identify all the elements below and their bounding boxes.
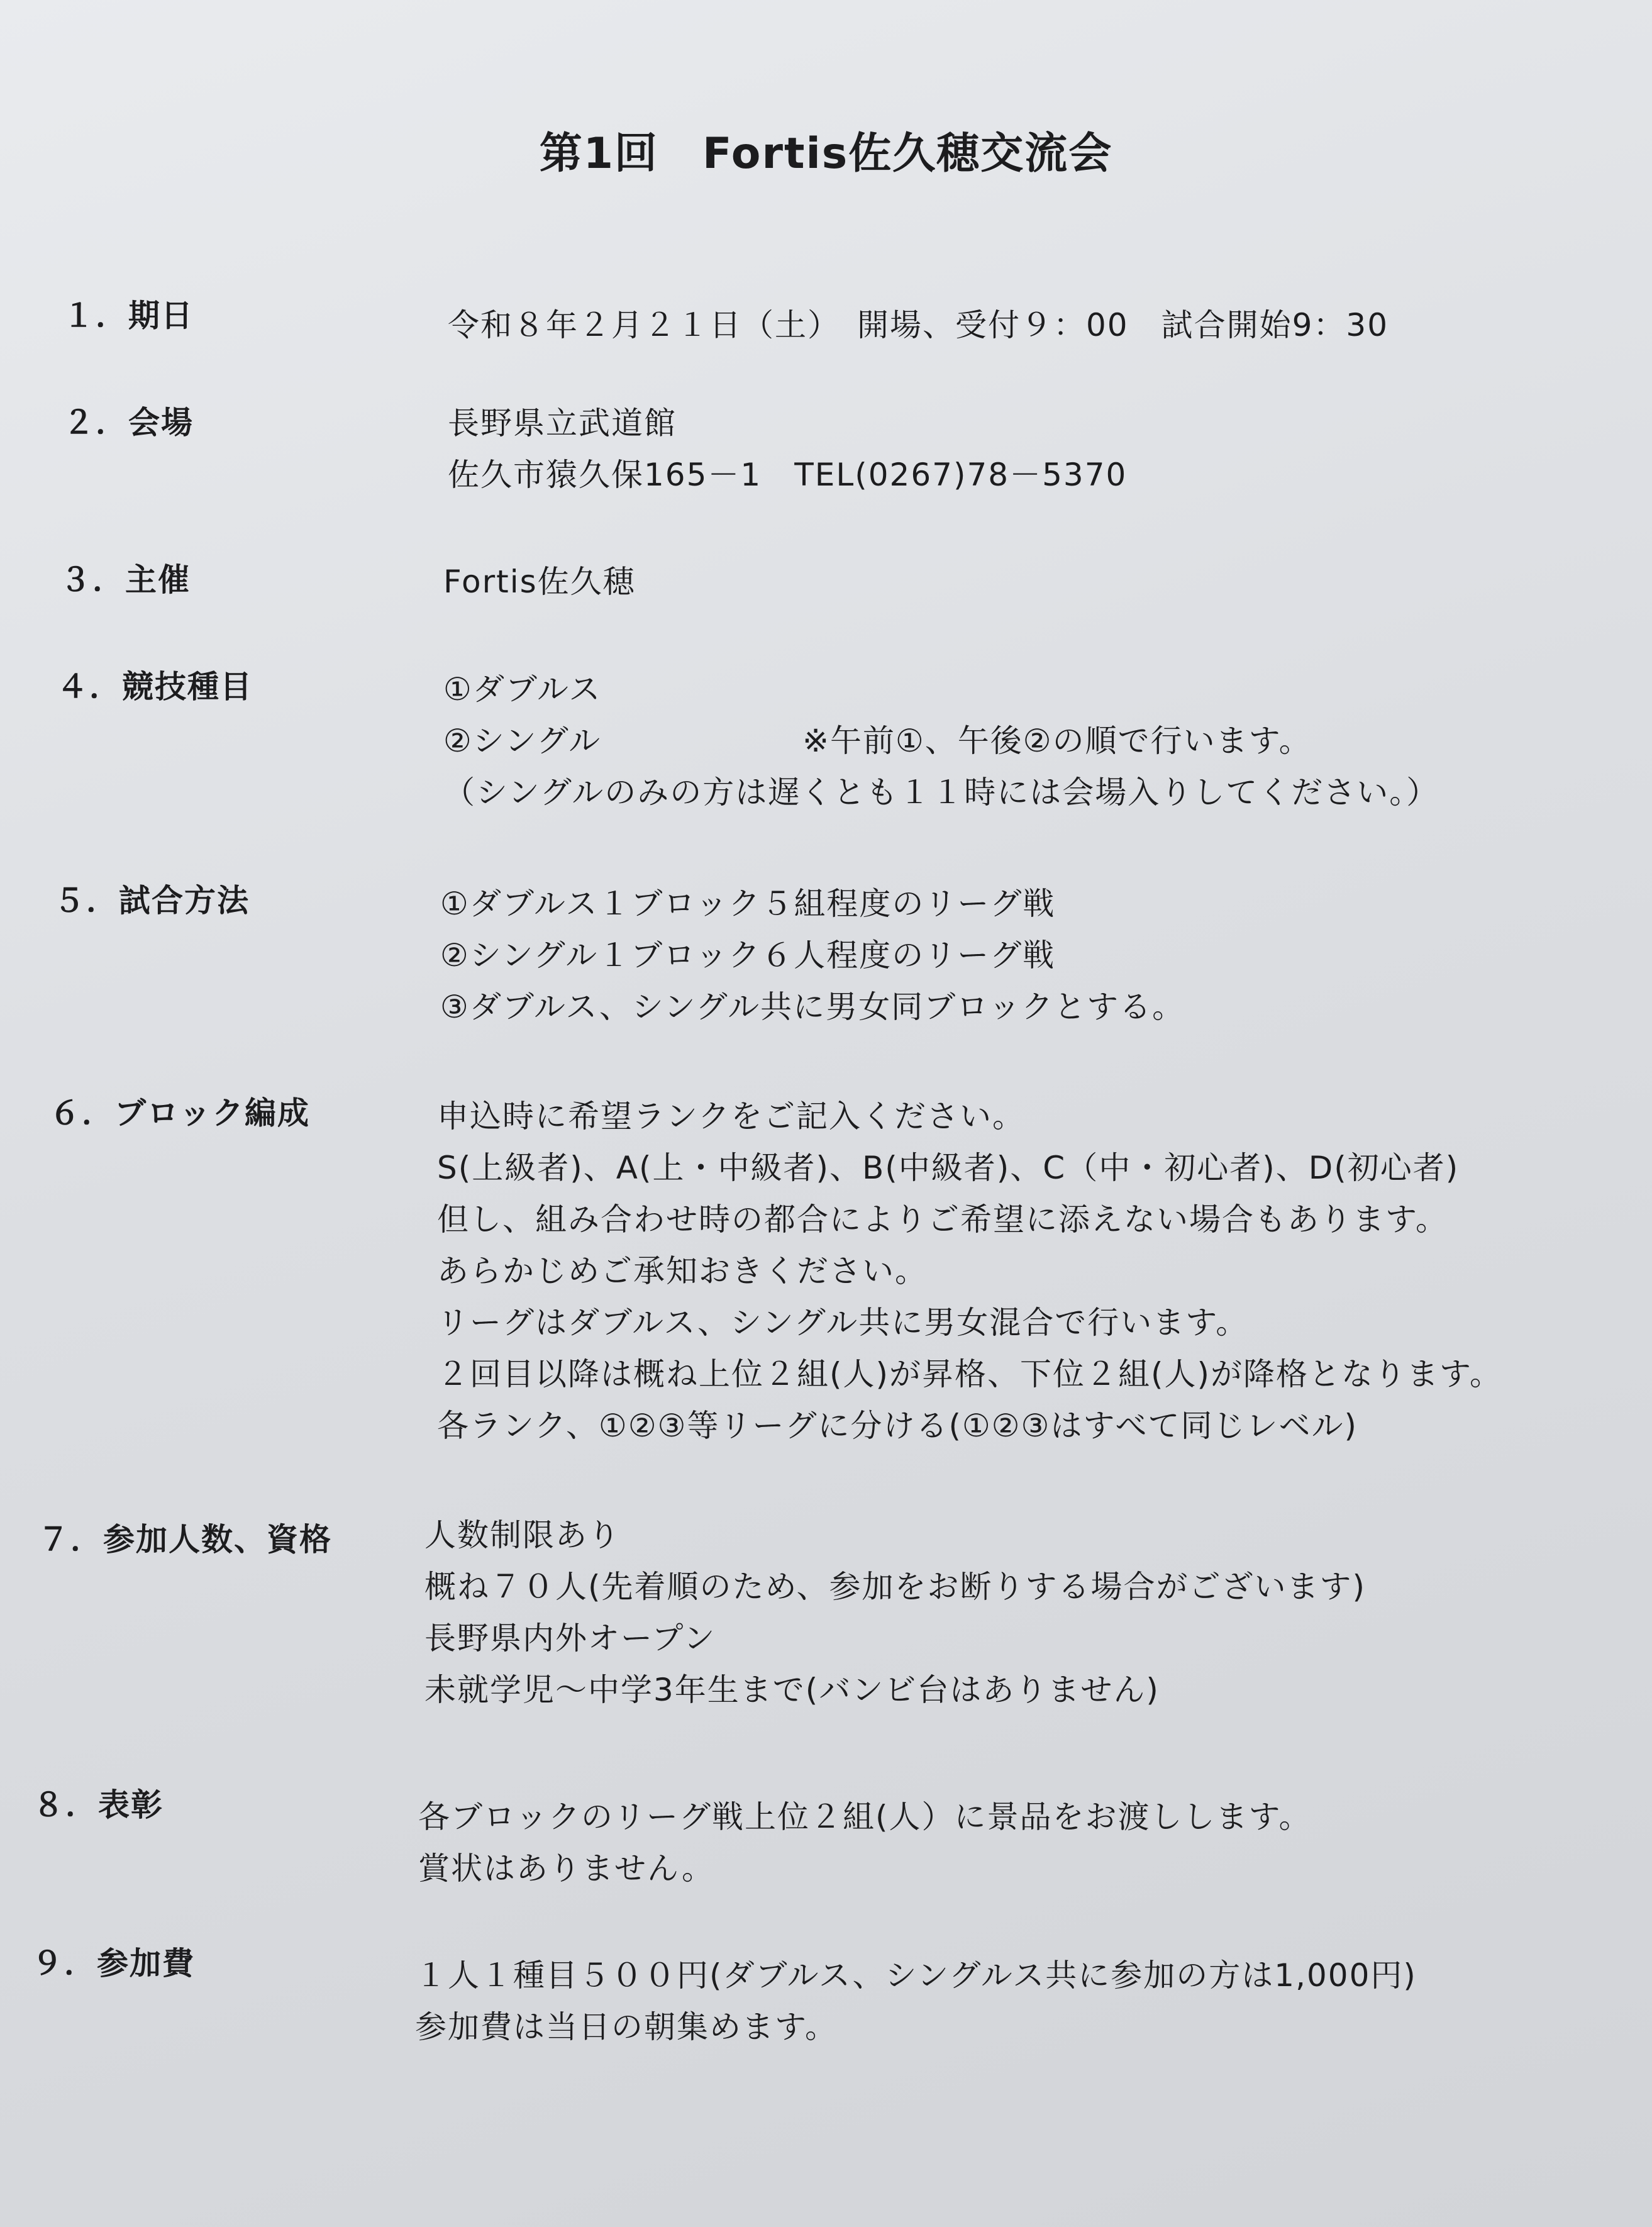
section-line: １人１種目５００円(ダブルス、シングルス共に参加の方は1,000円): [415, 1957, 1417, 1994]
section-label: １．期日: [63, 297, 194, 334]
section-line: 概ね７０人(先着順のため、参加をお断りする場合がございます): [424, 1569, 1367, 1605]
section-body: [443, 556, 636, 608]
section-line: ２回目以降は概ね上位２組(人)が昇格、下位２組(人)が降格となります。: [437, 1356, 1503, 1392]
section-body: [448, 299, 1389, 351]
section-label: ３．主催: [60, 562, 191, 598]
section-label: ６．ブロック編成: [49, 1095, 310, 1131]
section-line: 参加費は当日の朝集めます。: [415, 2009, 838, 2045]
section-line: あらかじめご承知おきください。: [437, 1253, 928, 1289]
section-line: Fortis佐久穂: [443, 564, 636, 600]
section-label: ９．参加費: [31, 1945, 195, 1982]
section-label: ５．試合方法: [53, 882, 250, 919]
section-line: 人数制限あり: [424, 1517, 621, 1553]
section-line: 但し、組み合わせ時の都合によりご希望に添えない場合もあります。: [437, 1201, 1448, 1238]
section-line: 各ランク、①②③等リーグに分ける(①②③はすべて同じレベル): [437, 1408, 1358, 1444]
section-line: 長野県立武道館: [448, 405, 677, 442]
section-line-text: ②シングル: [443, 723, 602, 759]
section-line: ①ダブルス: [443, 671, 602, 708]
section-line: S(上級者)、A(上・中級者)、B(中級者)、C（中・初心者)、D(初心者): [437, 1150, 1460, 1186]
section-line: [443, 715, 1439, 767]
section-body: [437, 1091, 1502, 1452]
section-line: 未就学児～中学3年生まで(バンビ台はありません): [424, 1672, 1160, 1708]
section-line: 賞状はありません。: [418, 1850, 714, 1887]
section-line: 申込時に希望ランクをご記入ください。: [437, 1098, 1025, 1135]
section-body: [443, 664, 1439, 818]
section-line: 各ブロックのリーグ戦上位２組(人）に景品をお渡しします。: [418, 1799, 1312, 1835]
section-line: 令和８年２月２１日（土） 開場、受付９：00 試合開始9：30: [448, 307, 1389, 343]
section-label: ４．競技種目: [57, 669, 253, 705]
section-line: 長野県内外オープン: [424, 1620, 716, 1657]
document-title: 第1回 Fortis佐久穂交流会: [539, 129, 1113, 179]
section-label: ８．表彰: [33, 1787, 164, 1823]
section-body: [415, 1950, 1417, 2053]
section-body: [418, 1791, 1312, 1894]
section-body: [424, 1509, 1366, 1716]
section-line: 佐久市猿久保165－1 TEL(0267)78－5370: [448, 457, 1128, 493]
section-body: [440, 878, 1185, 1033]
section-line: ③ダブルス、シングル共に男女同ブロックとする。: [440, 989, 1185, 1025]
section-line: ②シングル１ブロック６人程度のリーグ戦: [440, 937, 1056, 974]
section-line: （シングルのみの方は遅くとも１１時には会場入りしてください。）: [443, 774, 1439, 811]
section-body: [448, 397, 1127, 501]
section-label: ７．参加人数、資格: [38, 1521, 332, 1558]
section-line: ①ダブルス１ブロック５組程度のリーグ戦: [440, 886, 1056, 922]
section-note: ※午前①、午後②の順で行います。: [802, 723, 1312, 759]
section-line: リーグはダブルス、シングル共に男女混合で行います。: [437, 1304, 1249, 1341]
section-label: ２．会場: [63, 404, 194, 441]
